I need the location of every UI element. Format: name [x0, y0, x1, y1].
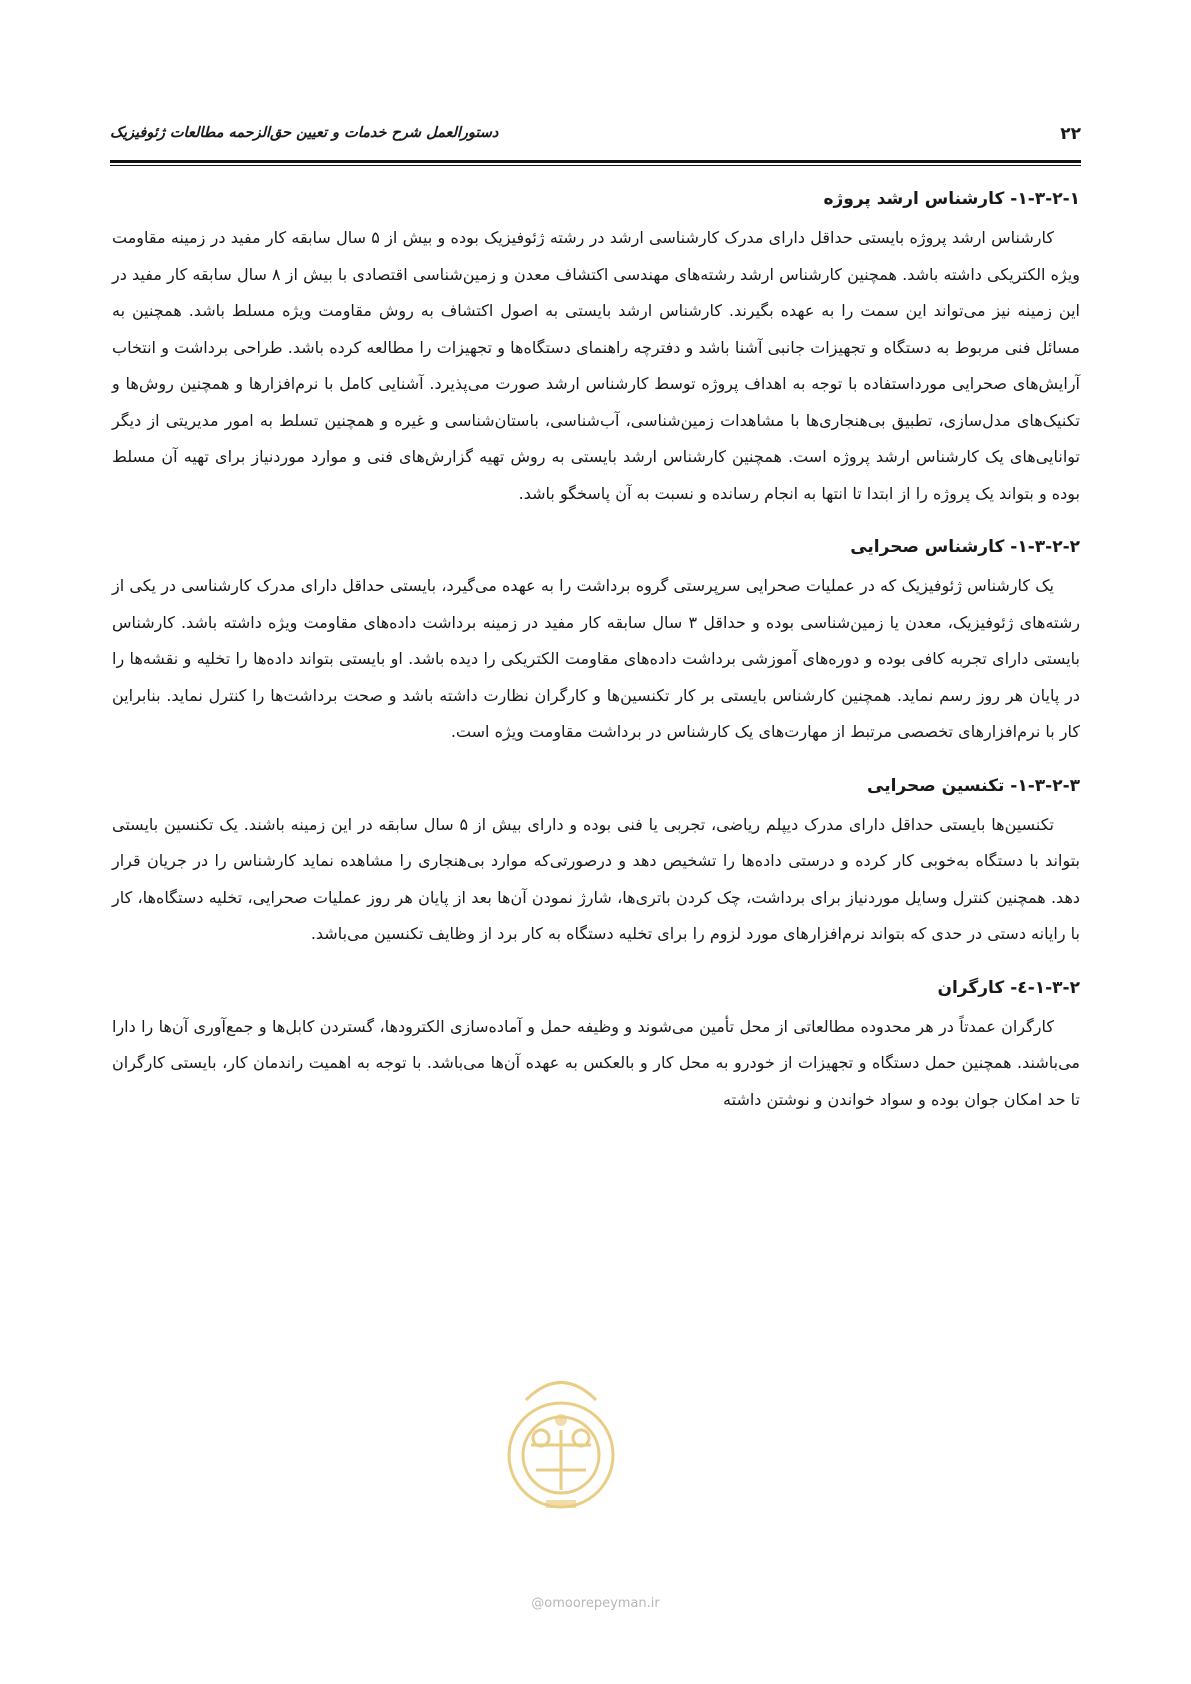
running-title: دستورالعمل شرح خدمات و تعیین حق‌الزحمه مطالعات ژئوفیزیک — [110, 124, 499, 141]
section-paragraph: یک کارشناس ژئوفیزیک که در عملیات صحرایی سرپرستی گروه برداشت را به عهده می‌گیرد، بایستی حداقل دارای مدرک کارشناسی در یکی از رشته‌های ژئوفیزیک، معدن یا زمین‌شناسی بوده و حداقل ۳ سال سابقه کار مفید در زمینه برداشت داده‌های مقاومت ویژه داشته باشد. کارشناس بایستی دارای تجربه کافی بوده و دوره‌های آموزشی برداشت داده‌های مقاومت الکتریکی را دیده باشد. او بایستی بتواند داده‌ها را تخلیه و نقشه‌ها را در پایان هر روز رسم نماید. همچنین کارشناس بایستی بر کار تکنسین‌ها و کارگران نظارت داشته باشد و صحت برداشت‌ها را کنترل نماید. بنابراین کار با نرم‌افزارهای تخصصی مرتبط از مهارت‌های یک کارشناس در برداشت مقاومت ویژه است. — [112, 576, 1081, 741]
section-heading: ۱-۳-۲-۱- کارشناس ارشد پروژه — [823, 189, 1080, 209]
watermark-url: @omoorepeyman.ir — [531, 1596, 660, 1611]
section-heading: ۱-۳-۲-۲- کارشناس صحرایی — [850, 537, 1080, 557]
page-header — [110, 118, 1081, 150]
section-workers — [112, 971, 1080, 1119]
header-divider — [110, 160, 1081, 166]
section-paragraph: کارگران عمدتاً در هر محدوده مطالعاتی از محل تأمین می‌شوند و وظیفه حمل و آماده‌سازی الکترودها، گستردن کابل‌ها و جمع‌آوری آن‌ها را دارا می‌باشند. همچنین حمل دستگاه و تجهیزات از خودرو به محل کار و بالعکس به عهده آن‌ها می‌باشد. با توجه به اهمیت راندمان کار، بایستی کارگران تا حد امکان جوان بوده و سواد خواندن و نوشتن داشته — [112, 1016, 1080, 1109]
section-heading: ۱-۳-۲-۳- تکنسین صحرایی — [867, 775, 1080, 796]
section-field-expert — [112, 530, 1080, 751]
section-paragraph: تکنسین‌ها بایستی حداقل دارای مدرک دیپلم ریاضی، تجربی یا فنی بوده و دارای بیش از ۵ سال سابقه در این زمینه باشند. یک تکنسین بایستی بتواند با دستگاه به‌خوبی کار کرده و درستی داده‌ها را تشخیص دهد و درصورتی‌که موارد بی‌هنجاری را مشاهده نماید کارشناس را در جریان قرار دهد. همچنین کنترل وسایل موردنیاز برای برداشت، چک کردن باتری‌ها، شارژ نمودن آن‌ها بعد از پایان هر روز عملیات صحرایی، تخلیه دستگاه‌ها، کار با رایانه دستی در حدی که بتواند نرم‌افزارهای مورد لزوم را برای تخلیه دستگاه به کار برد از وظایف تکنسین می‌باشد. — [112, 814, 1080, 943]
document-body — [112, 182, 1080, 1136]
section-paragraph: کارشناس ارشد پروژه بایستی حداقل دارای مدرک کارشناسی ارشد در رشته ژئوفیزیک بوده و بیش از ۵ سال سابقه کار مفید در زمینه مقاومت ویژه الکتریکی داشته باشد. همچنین کارشناس ارشد رشته‌های مهندسی اکتشاف معدن و زمین‌شناسی اقتصادی با بیش از ۸ سال سابقه کار مفید در این زمینه نیز می‌تواند این سمت را به عهده بگیرند. کارشناس ارشد بایستی به اصول اکتشاف به روش مقاومت ویژه مسلط باشد. همچنین به مسائل فنی مربوط به دستگاه و تجهیزات جانبی آشنا باشد و دفترچه راهنمای دستگاه‌ها و تجهیزات را مطالعه کرده باشد. طراحی برداشت و انتخاب آرایش‌های صحرایی مورداستفاده با توجه به اهداف پروژه توسط کارشناس ارشد صورت می‌پذیرد. آشنایی کامل با نرم‌افزارها و همچنین روش‌ها و تکنیک‌های مدل‌سازی، تطبیق بی‌هنجاری‌ها با مشاهدات زمین‌شناسی، آب‌شناسی، باستان‌شناسی و غیره و همچنین تسلط به امور مدیریتی از دیگر توانایی‌های یک کارشناس ارشد پروژه است. همچنین کارشناس ارشد بایستی به روش تهیه گزارش‌های فنی و موارد موردنیاز برای تهیه آن مسلط بوده و بتواند یک پروژه را از ابتدا تا انتها به انجام رسانده و نسبت به آن پاسخگو باشد. — [112, 228, 1081, 503]
section-senior-expert — [112, 182, 1080, 512]
section-heading: ۱-۳-۲-٤- کارگران — [937, 977, 1080, 998]
watermark-logo-icon — [486, 1360, 636, 1540]
page-number: ۲۲ — [1060, 124, 1081, 144]
section-field-technician — [112, 769, 1080, 953]
